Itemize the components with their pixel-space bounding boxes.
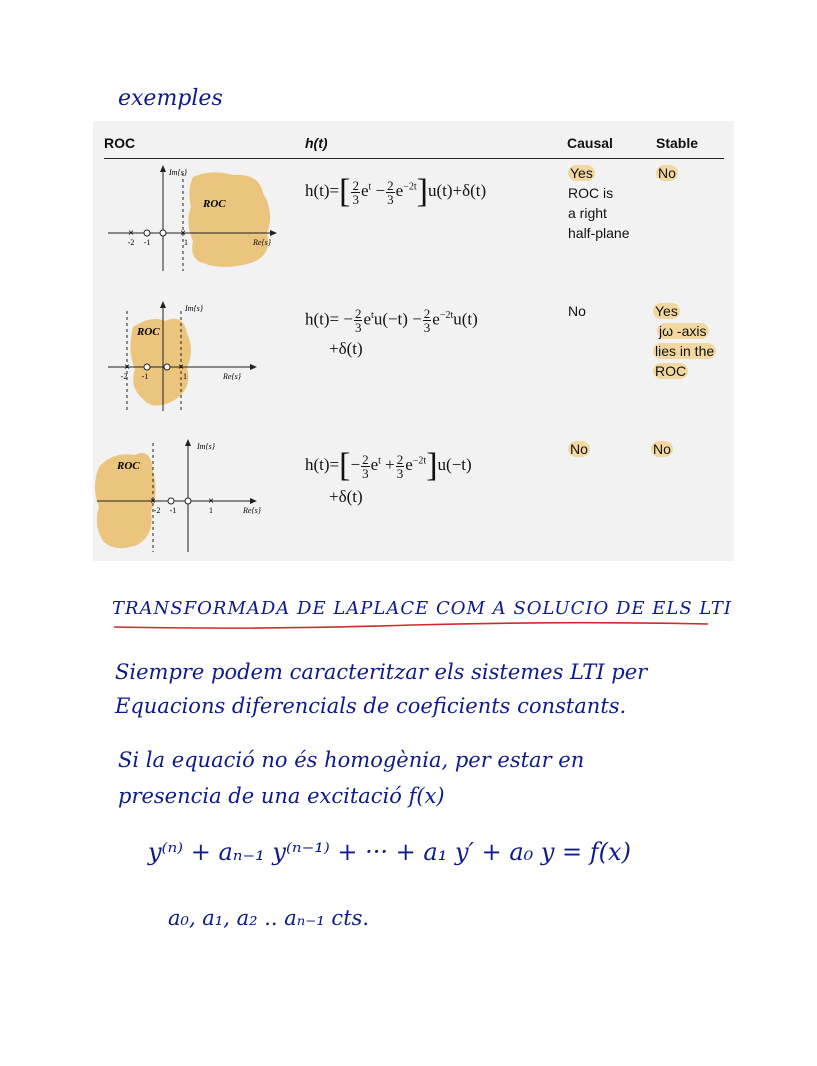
header-stable: Stable xyxy=(656,135,699,151)
note-equation: y⁽ⁿ⁾ + aₙ₋₁ y⁽ⁿ⁻¹⁾ + ··· + a₁ y′ + a₀ y = f(x) xyxy=(148,838,631,866)
causal-value: Yes xyxy=(570,165,593,181)
re-label: Re{s} xyxy=(223,372,241,381)
stable-row3 xyxy=(651,439,673,459)
note-line-3: Si la equació no és homogènia, per estar en xyxy=(118,748,585,772)
causal-row2 xyxy=(568,301,586,321)
zero-marker xyxy=(144,230,150,236)
svg-text:×: × xyxy=(128,228,134,239)
zero-marker xyxy=(164,364,170,370)
tick-label: 1 xyxy=(209,506,213,515)
roc-label: ROC xyxy=(137,326,160,338)
note-constants: a₀, a₁, a₂ .. aₙ₋₁ cts. xyxy=(168,906,370,930)
svg-text:×: × xyxy=(180,228,186,239)
svg-text:×: × xyxy=(178,362,184,373)
svg-text:×: × xyxy=(150,496,156,507)
stable-row1 xyxy=(656,163,678,183)
header-causal: Causal xyxy=(567,135,613,151)
formula-row2: h(t)= − $\frac{2}{3}$ $e^tu(-t)$ − $\frac{2}{3}$ $e^{-2t}u(t)$ xyxy=(305,306,478,335)
re-label: Re{s} xyxy=(253,238,271,247)
tick-label: -1 xyxy=(143,238,151,247)
causal-value: No xyxy=(570,441,588,457)
zero-marker xyxy=(168,498,174,504)
im-label: Im{s} xyxy=(185,304,203,313)
stable-row2: Yes jω -axis lies in the ROC xyxy=(655,303,715,379)
formula-row3: h(t)=[− $\frac{2}{3}$ $e^t$ + $\frac{2}{3}$ $e^{-2t}]u(-t)$ xyxy=(305,447,472,484)
roc-label: ROC xyxy=(117,460,140,472)
roc-table xyxy=(93,121,734,561)
tick-label: -1 xyxy=(169,506,177,515)
tick-label: -2 xyxy=(127,238,135,247)
stable-value: No xyxy=(653,441,671,457)
note-line-4: presencia de una excitació f(x) xyxy=(118,784,445,808)
tick-label: 1 xyxy=(183,372,187,381)
tick-label: -2 xyxy=(120,372,128,381)
section-heading: TRANSFORMADA DE LAPLACE COM A SOLUCIO DE ELS LTI xyxy=(112,598,732,619)
causal-row1: Yes ROC is a right half-plane xyxy=(568,165,630,241)
zero-marker xyxy=(185,498,191,504)
stable-value: No xyxy=(658,165,676,181)
roc-plot-row2 xyxy=(103,299,283,414)
tick-label: 1 xyxy=(184,238,188,247)
formula-row2-line2: +δ(t) xyxy=(329,339,363,358)
tick-label: -1 xyxy=(141,372,149,381)
zero-marker xyxy=(160,230,166,236)
formula-row1: h(t)=[ $\frac{2}{3}$ $e^t$ − $\frac{2}{3}$ $e^{-2t}]u(t)+\delta(t)$ xyxy=(305,173,487,210)
re-label: Re{s} xyxy=(243,506,261,515)
tick-label: -2 xyxy=(153,506,161,515)
note-line-1: Siempre podem caracteritzar els sistemes LTI per xyxy=(115,660,648,684)
causal-row3 xyxy=(568,439,590,459)
header-rule xyxy=(104,158,724,159)
roc-region xyxy=(188,172,270,267)
svg-text:×: × xyxy=(124,362,130,373)
im-label: Im{s} xyxy=(169,168,187,177)
header-roc: ROC xyxy=(104,135,136,151)
heading-underline xyxy=(112,618,712,632)
zero-marker xyxy=(144,364,150,370)
causal-value: No xyxy=(568,303,586,319)
header-h: h(t) xyxy=(305,135,328,151)
roc-label: ROC xyxy=(203,198,226,210)
svg-text:×: × xyxy=(208,496,214,507)
notes-title: exemples xyxy=(118,86,223,111)
stable-value: Yes xyxy=(655,303,678,319)
note-line-2: Equacions diferencials de coeficients constants. xyxy=(115,694,627,718)
roc-plot-row1 xyxy=(103,163,283,273)
roc-plot-row3 xyxy=(93,437,283,557)
formula-row3-line2: +δ(t) xyxy=(329,487,363,506)
im-label: Im{s} xyxy=(197,442,215,451)
